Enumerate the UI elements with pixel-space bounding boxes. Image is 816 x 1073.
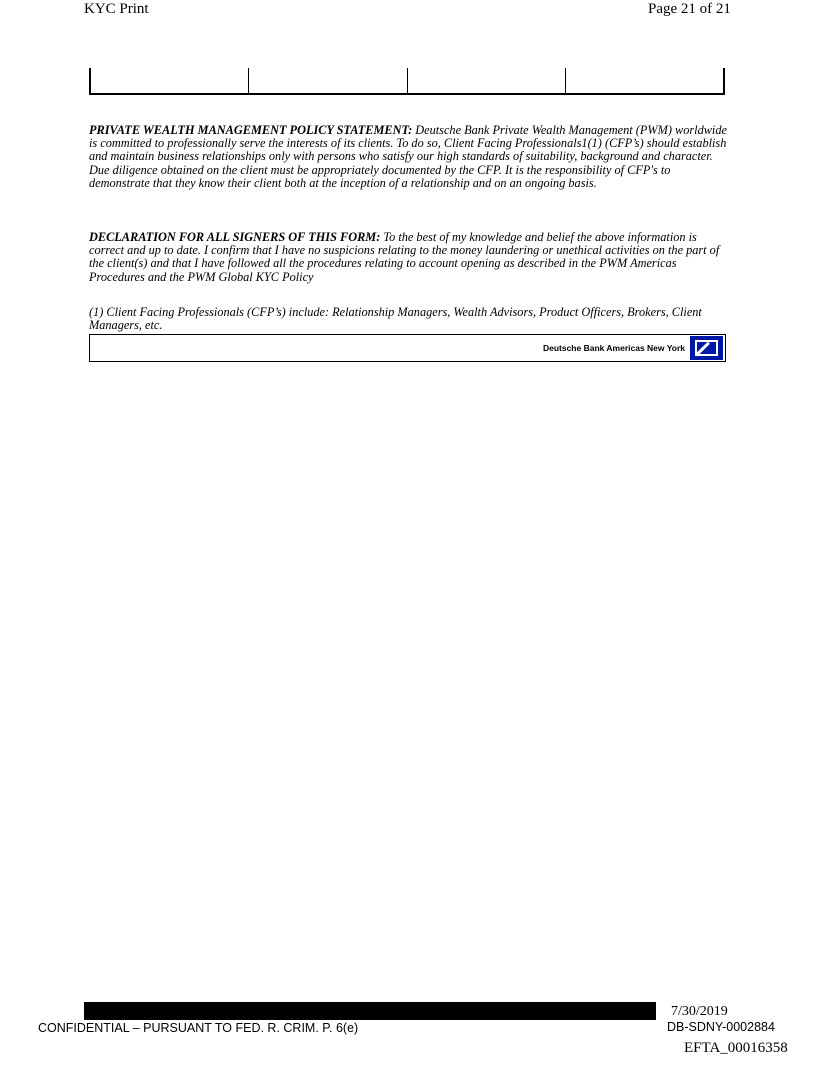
declaration-heading: DECLARATION FOR ALL SIGNERS OF THIS FORM: <box>89 230 381 244</box>
declaration-body: To the best of my knowledge and belief the above information is correct and up to date. I confirm that I have no suspicions relating to the money laundering or unethical activities on the part of the client(s) and that I have followed all the procedures relating to account opening as described in the PWM Americas Procedures and the PWM Global KYC Policy <box>89 230 720 284</box>
page-number: Page 21 of 21 <box>648 1 731 17</box>
footnote: (1) Client Facing Professionals (CFP’s) include: Relationship Managers, Wealth Advisors, Product Officers, Brokers, Client Managers, etc. <box>89 305 702 333</box>
header-title: KYC Print <box>84 1 149 17</box>
policy-statement <box>89 124 729 190</box>
bates-number-db: DB-SDNY-0002884 <box>667 1020 775 1034</box>
bates-number-efta: EFTA_00016358 <box>684 1040 788 1056</box>
bank-footer-box <box>89 334 726 362</box>
declaration-statement <box>89 231 729 284</box>
deutsche-bank-logo-icon <box>690 336 723 360</box>
table-cell <box>565 68 725 93</box>
confidential-notice: CONFIDENTIAL – PURSUANT TO FED. R. CRIM. P. 6(e) <box>38 1021 359 1035</box>
policy-body: Deutsche Bank Private Wealth Management (PWM) worldwide is committed to professionally serve the interests of its clients. To do so, Client Facing Professionals1(1) (CFP’s) should establish and maintain business relationships only with persons who satisfy our high standards of suitability, background and character. Due diligence obtained on the client must be appropriately documented by the CFP. It is the responsibility of CFP's to demonstrate that they know their client both at the inception of a relationship and on an ongoing basis. <box>89 123 727 190</box>
table-fragment <box>89 68 725 95</box>
policy-heading: PRIVATE WEALTH MANAGEMENT POLICY STATEMENT: <box>89 123 413 137</box>
redaction-bar <box>84 1002 656 1020</box>
bank-name: Deutsche Bank Americas New York <box>542 343 685 353</box>
table-cell <box>89 68 248 93</box>
table-cell <box>248 68 406 93</box>
table-cell <box>407 68 565 93</box>
print-date: 7/30/2019 <box>671 1004 728 1019</box>
